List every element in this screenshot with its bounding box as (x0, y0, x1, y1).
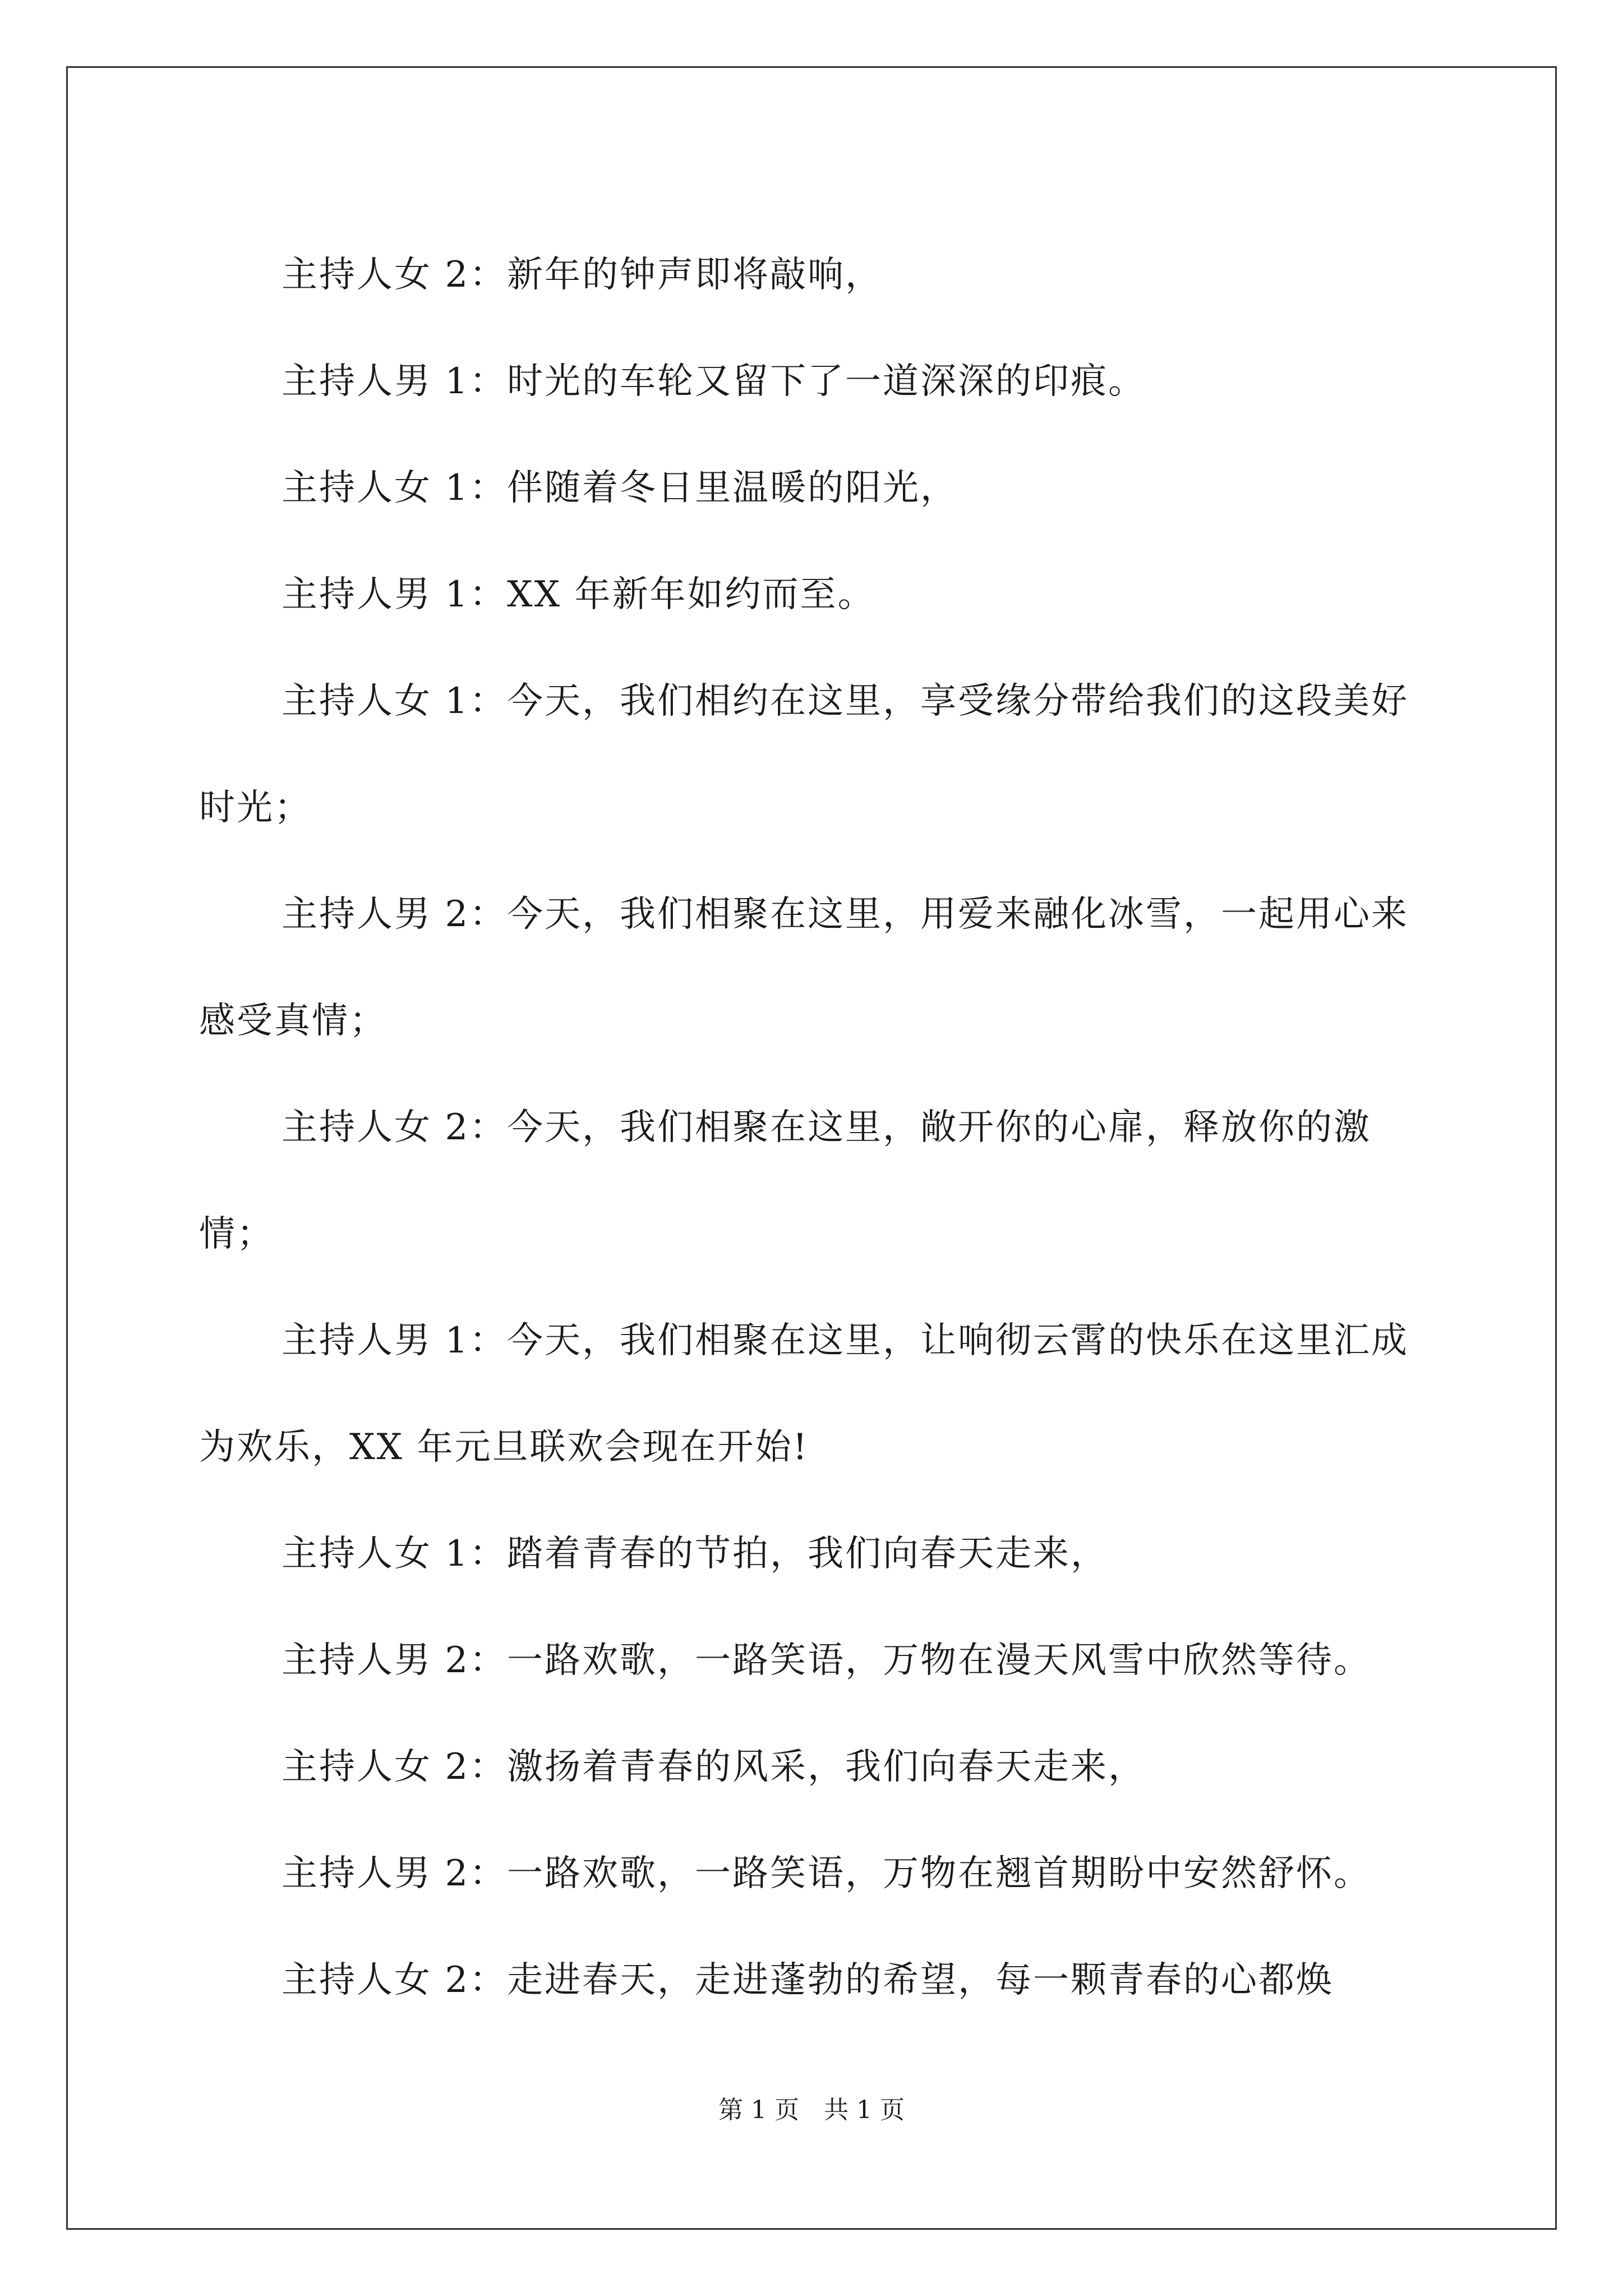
paragraph-5: 主持人女 1：今天，我们相约在这里，享受缘分带给我们的这段美好时光； (199, 680, 1409, 829)
paragraph-8: 主持人男 1：今天，我们相聚在这里，让响彻云霄的快乐在这里汇成为欢乐，XX 年元旦联欢会现在开始! (199, 1320, 1409, 1468)
paragraph-11: 主持人女 2：激扬着青春的风采，我们向春天走来， (282, 1746, 1146, 1788)
paragraph-2: 主持人男 1：时光的车轮又留下了一道深深的印痕。 (282, 361, 1146, 402)
document-body (199, 222, 1435, 2033)
page-footer: 第 1 页 共 1 页 (718, 2096, 905, 2124)
paragraph-3: 主持人女 1：伴随着冬日里温暖的阳光， (282, 467, 958, 509)
paragraph-13: 主持人女 2：走进春天，走进蓬勃的希望，每一颗青春的心都焕 (282, 1959, 1334, 2001)
paragraph-1: 主持人女 2：新年的钟声即将敲响， (282, 254, 883, 296)
paragraph-6: 主持人男 2：今天，我们相聚在这里，用爱来融化冰雪，一起用心来感受真情； (199, 894, 1409, 1042)
paragraph-9: 主持人女 1：踏着青春的节拍，我们向春天走来， (282, 1533, 1109, 1575)
paragraph-4: 主持人男 1：XX 年新年如约而至。 (282, 574, 875, 615)
paragraph-12: 主持人男 2：一路欢歌，一路笑语，万物在翘首期盼中安然舒怀。 (282, 1853, 1372, 1894)
paragraph-7: 主持人女 2：今天，我们相聚在这里，敞开你的心扉，释放你的激情； (199, 1107, 1372, 1255)
paragraph-10: 主持人男 2：一路欢歌，一路笑语，万物在漫天风雪中欣然等待。 (282, 1640, 1372, 1681)
